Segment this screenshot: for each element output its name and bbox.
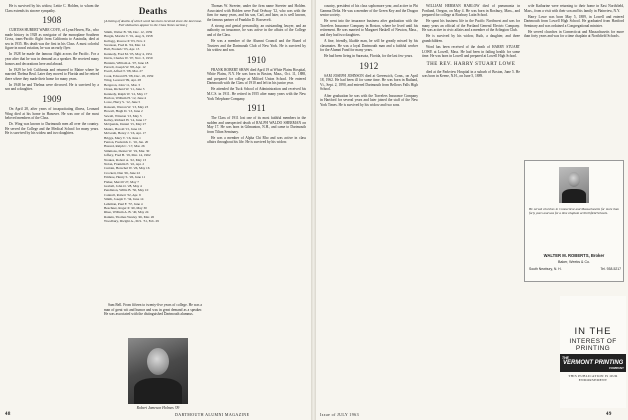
death-entry: Lowe, Harry S. '12, June 5 — [104, 100, 141, 105]
broker-photo — [559, 167, 589, 203]
death-entry: Ransom, Warren W. '13, May 23 — [104, 104, 149, 109]
print-ad-line1: IN THE — [574, 326, 612, 337]
death-entry: Fisher, Merrill '27, May 7 — [104, 179, 139, 184]
deaths-note: [A listing of deaths of which word has been received since the last issue. Full obituaries appear in the Class Notes section.] — [104, 19, 202, 28]
death-entry: Wing, Leonard '09, Apr. 28 — [104, 78, 141, 83]
paragraph: Word has been received of the death of HARRY STUART LOWE at Lowell, Mass. He had been in failing health for some time. He was born in Lowell and prepared at Lowell High School. — [422, 45, 520, 59]
death-entry: Harlow, William H. '12, June 4 — [104, 95, 147, 100]
paragraph: In 1929 he left California and returned to Maine where he married Thelma Beal. Later they moved to Florida and he retired there where they made their home for many years. — [5, 67, 99, 81]
left-column-1 — [5, 4, 99, 404]
left-column-3 — [207, 4, 306, 404]
death-entry: Ewell, Alfred T. '08, Mar. 27 — [104, 69, 143, 74]
death-entry: Simmons, Dexter W. '19, Mar. 30 — [104, 148, 150, 153]
death-entry: Hall, Frederic '05, Apr. 13 — [104, 47, 140, 52]
death-entry: Embree, Henry S. '26, June 11 — [104, 175, 146, 180]
paragraph: After graduation he was with the Travelers Insurance Company in Hartford for several years and later joined the staff of the New York Times. He is survived by his widow and two sons. — [320, 93, 418, 107]
paragraph: In 1928 he made the famous flight across the Pacific. For a year after that he was in demand as a speaker. He received many honors and decorations here and abroad. — [5, 52, 99, 66]
broker-ad — [524, 160, 624, 282]
class-heading-1908: 1908 — [42, 15, 62, 26]
death-entry: Pendleton, Willis B. '30, May 10 — [104, 188, 149, 193]
right-footer-issue: Issue of JULY 1963 — [320, 412, 359, 417]
broker-testimonial — [529, 207, 619, 247]
death-entry: Hazard, Ralph C. '17, Mar. 26 — [104, 144, 145, 149]
death-entry: Munro, Harold '15, June 16 — [104, 126, 142, 131]
death-entry: Crockett, Dan '26, June 22 — [104, 170, 141, 175]
print-ad-line2: INTEREST OF PRINTING — [569, 338, 617, 352]
death-entry: Grebell, John O. '28, May 4 — [104, 184, 142, 189]
class-heading-1909: 1909 — [42, 93, 62, 104]
paragraph: He spent his business life in the Pacific Northwest and was for many years an official of the Portland General Electric Company. He was active in civic affairs and a member of the Arlington Club. — [422, 19, 520, 33]
paragraph: country, president of his class sophomore year, and active in Phi Gamma Delta. He was a member of the Green Key and the Dragon senior society. — [320, 4, 418, 18]
left-column-2-bottom — [104, 303, 202, 333]
paragraph: On April 28, after years of incapacitating illness, Leonard Wing died at his home in Hanover. He was one of the most beloved members of the Class. — [5, 106, 99, 121]
left-footer-title: DARTMOUTH ALUMNI MAGAZINE — [175, 412, 250, 417]
left-column-2 — [104, 4, 202, 304]
class-heading-1912: 1912 — [359, 60, 379, 71]
death-entry: Noakes, Robert A. '22, May 13 — [104, 157, 147, 162]
left-footer — [5, 411, 11, 417]
right-page — [316, 0, 628, 420]
paragraph: died at the Parkview Hospital in a suburb of Boston, June 5. He was born in Keene, N.H., on June 5, 1889. — [422, 69, 520, 79]
paragraph: Sam Bell. From fifteen to twenty-five years of college. He was a man of great wit and humor and was in great demand as a speaker. He was associated with the distinguished Dartmouth alumnus. — [104, 303, 202, 317]
printing-ad — [560, 296, 626, 408]
death-entry: Cantrell, Robert '32, Apr. 9 — [104, 192, 141, 197]
class-heading-1910: 1910 — [246, 54, 267, 65]
death-entry: Purcell, Joseph W. '08, Apr. 12 — [104, 65, 146, 70]
death-entry: Kelley, Richard H. '14, June 17 — [104, 117, 147, 122]
death-entry: Davis, Charles W. '07, Nov. 3, 1959 — [104, 56, 153, 61]
page-number: 49 — [606, 412, 612, 417]
vermont-printing-banner — [560, 354, 626, 372]
paragraph: FRANK ROBERT SHAW died April 19 at White Plains Hospital, White Plains, N.Y. He was born in Boston, Mass., Oct. 11, 1888, and prepared for college at Milford Union School. He entered Dartmouth with the Class of 1910 and left in his junior year. — [207, 67, 306, 86]
paragraph: Dr. Wing was known to Dartmouth men all over the country. He served the College and the Medical School for many years. He is survived by his widow and two daughters. — [5, 122, 99, 136]
paragraph: WILLIAM HERMAN HARLOW died of pneumonia in Portland, Oregon, on May 4. He was born in Roxbury, Mass., and prepared for college at Roxbury Latin School. — [422, 4, 520, 18]
death-entry: Kellogg, Roscoe P. '03, Nov. 2 — [104, 38, 146, 43]
right-column-2 — [422, 4, 520, 404]
paragraph: He had been living in Sarasota, Florida, for the last few years. — [324, 54, 414, 59]
brand-company: COMPANY — [608, 366, 624, 370]
paragraph: A strong and genial personality, an outstanding lawyer, and an authority on insurance, he was active in the affairs of the College and of the Class. — [207, 23, 306, 37]
death-entry: Burgin, Marvin T. '01, Aug. 9, 1958 — [104, 34, 153, 39]
death-entry: Nolan, Franklin E. '22, Apr. 2 — [104, 162, 145, 166]
portrait-caption: Robert Jameson Holmes '09 — [136, 406, 180, 410]
page-number: 48 — [5, 412, 11, 417]
deaths-heading: Deaths — [138, 6, 168, 16]
print-ad-tagline: THIS PUBLICATION IS OUR ENDORSEMENT — [568, 374, 618, 382]
death-entry: Beechner, Roger P. '40, May 30 — [104, 206, 147, 211]
left-page — [0, 0, 311, 420]
right-column-3 — [524, 4, 624, 154]
paragraph: He is survived by his widow, Ruth, a daughter, and three grandchildren. — [422, 34, 520, 44]
death-entry: McGrath, Henry J. '16, Apr. 17 — [104, 131, 146, 136]
death-entry: Henlein, William A. '07, June 18 — [104, 60, 149, 65]
class-heading-1911: 1911 — [247, 103, 266, 114]
broker-name: WALTER M. ROBERTS, Broker — [543, 253, 605, 258]
death-entry: Woodbury, Dwight A., M.S. '31, Feb. 29 — [104, 219, 159, 224]
paragraph: The Class of 1911 lost one of its most faithful members in the sudden and unexpected death of RALPH WALDO SHERMAN on May 17. He was born in Gilmanton, N.H., and came to Dartmouth from Tilton Seminary. — [207, 116, 306, 134]
death-entry: Briggs, Mary T. '16, June 1 — [104, 135, 141, 140]
broker-firm: Baker, Weeks & Co. — [557, 260, 591, 264]
brand-the: THE — [562, 356, 569, 360]
death-entry: Smith, Joseph T. '34, June 14 — [104, 197, 144, 202]
death-entry: Rhee, William A. B. '40, May 24 — [104, 210, 149, 215]
paragraph: He was a member of Alpha Chi Rho and was active in class affairs throughout his life. He is survived by his widow. — [207, 135, 306, 145]
portrait-photo — [128, 338, 188, 404]
death-entry: Rankin, Thomas Wesley '46, Mar. 26 — [104, 214, 155, 219]
death-entry: Howell, Hugh D. '13, June 2 — [104, 109, 143, 114]
brand-name: VERMONT PRINTING — [563, 360, 624, 366]
paragraph: Harry Lowe was born May 5, 1889, in Lowell and entered Dartmouth from Lowell High School. He graduated from Hartford Seminary and was ordained a Congregational minister. — [524, 14, 624, 28]
death-entry: Jeffery, Fred B. '19, Mar. 14, 1962 — [104, 153, 151, 158]
death-entry: Sewall, Winston '13, May 5 — [104, 113, 142, 118]
paragraph: SAM JOSEPH JOHNSON died at Greenwich, Conn., on April 18, 1962. He had been ill for some time. He was born in Rutland, Vt., Sept. 2, 1890, and entered Dartmouth from Bellows Falls High School. — [320, 73, 418, 92]
paragraph: wife Katharine were returning to their home in East Northfield, Mass., from a visit with their son and his family in Plainview, N.Y. — [524, 4, 624, 13]
broker-phone: Tel. 938-5217 — [600, 267, 621, 271]
paragraph: In 1948 he and Thelma were divorced. He is survived by a son and a daughter. — [5, 82, 99, 92]
paragraph: He served churches in Connecticut and Massachusetts for more than forty years and was for a time chaplain at Northfield Schools. — [524, 29, 624, 39]
broker-testimonial-text: He served churches in Connecticut and Massachusetts for more than forty years and was for a time chaplain at Northfield Schools. — [529, 207, 619, 216]
right-footer — [606, 411, 612, 417]
death-entry: Curtain, Herschel W. '26, May 16 — [104, 166, 150, 171]
paragraph: CURTISS HUBERT WARE COYE, of Lynn Haven, Fla., who made history in 1928 as navigator of the monoplane Southern Cross, trans-Pacific flight from California to Australia, died at sea in 1935. His death was the first in his Class. A most colorful figure in naval aviation, he was an early flyer. — [5, 28, 99, 51]
deaths-list — [104, 30, 202, 224]
paragraph: He attended the Tuck School of Administration and received his M.C.S. in 1911. He retired in 1955 after many years with the New York Telephone Company. — [207, 87, 306, 101]
death-entry: McQuaide, Daniel '15, May 27 — [104, 122, 147, 127]
paragraph: He went into the insurance business after graduation with the Travelers Insurance Company in Boston, where he lived until his retirement. He was married to Margaret Haskell of Newton, Mass., and they had two daughters. — [320, 19, 418, 37]
death-entry: Fenton, Frederick C. '16, Jan. 20 — [104, 139, 149, 144]
death-entry: Chase, Richard W. '11, June 3 — [104, 87, 145, 92]
death-entry: Kennedy, Fred M. '05, May 4, 1951 — [104, 51, 153, 56]
death-entry: Swanson, Fred R. '04, Mar. 14 — [104, 43, 146, 48]
death-entry: Smith, Walter B. '96, Dec. 12, 1959 — [104, 29, 153, 34]
right-column-1 — [320, 4, 418, 404]
death-entry: Bergeron, John '11, Mar. 3 — [104, 82, 140, 87]
paragraph: Thomas W. Streeter, under the firm name Streeter and Holden. Associated with Holden were Paul Ordway '12, who was with the firm for many years, and his son, Carl, and later, as is well known, the famous partner of Franklin D. Roosevelt. — [207, 4, 306, 22]
broker-location: South Newbury, N. H. — [529, 267, 562, 271]
paragraph: He was a member of the Alumni Council and the Board of Trustees and the Dartmouth Club of New York. He is survived by his widow and son. — [207, 39, 306, 53]
paragraph: He is survived by his widow, Lettie C. Holden, to whom the Class extends its sincere sympathy. — [5, 4, 99, 13]
death-entry: Lehrman, Paul F. '37, June 4 — [104, 201, 143, 206]
death-entry: Kennedy, Ralph W. '12, May 17 — [104, 91, 148, 96]
section-heading: THE REV. HARRY STUART LOWE — [426, 61, 516, 67]
death-entry: Cook, Edward H. '08, Dec. 18, 1959 — [104, 73, 154, 78]
paragraph: A fine, friendly, likable man, he will be greatly missed by his classmates. He was a loyal Dartmouth man and a faithful worker for the Alumni Fund for many years. — [320, 39, 418, 53]
